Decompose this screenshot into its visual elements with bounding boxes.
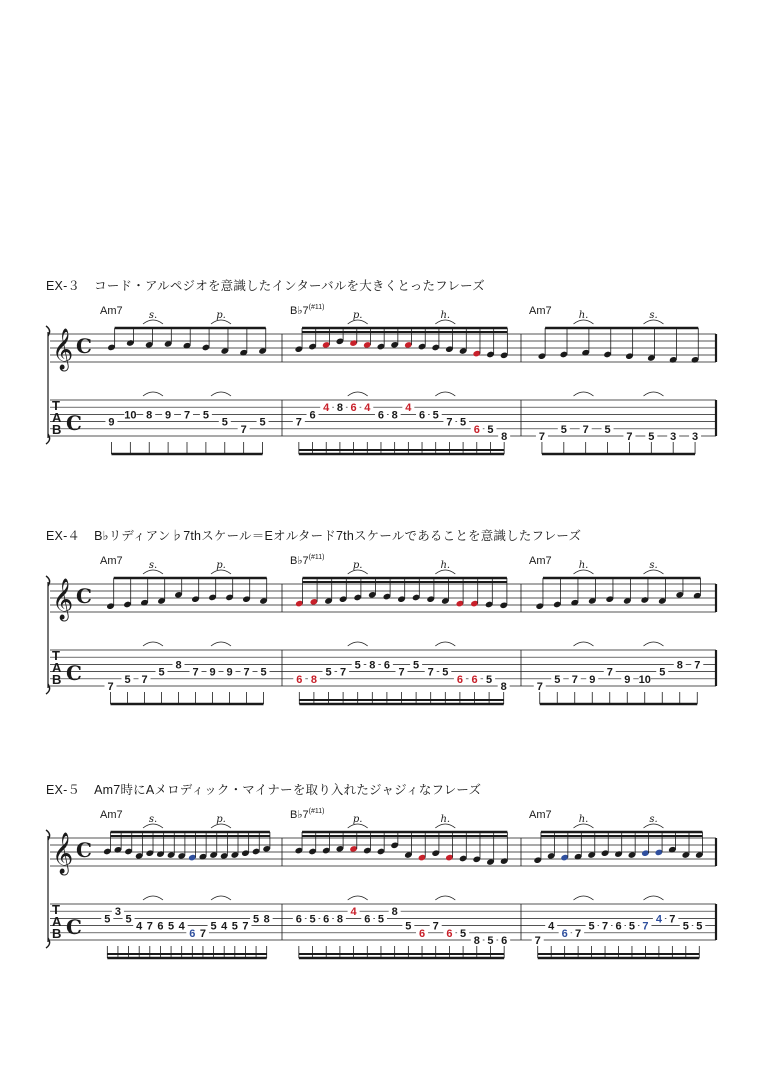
score-ex4 — [0, 526, 763, 726]
tab-number: 6 — [189, 927, 196, 940]
tab-slur — [211, 642, 231, 646]
tab-number: 6 — [383, 659, 390, 672]
tab-number: 4 — [405, 402, 412, 415]
tab-slur — [348, 392, 368, 396]
tab-label: T — [52, 398, 60, 413]
tab-number: 5 — [260, 666, 267, 679]
tab-number: 8 — [391, 409, 398, 422]
tab-number: 9 — [226, 666, 233, 679]
tab-number: 5 — [158, 666, 165, 679]
tab-number: 5 — [648, 431, 655, 443]
articulation-mark: h. — [578, 814, 589, 825]
articulation-mark: p. — [216, 310, 226, 321]
tab-slur — [143, 642, 163, 646]
tab-number: 5 — [231, 920, 238, 933]
tab-number: 8 — [473, 935, 480, 947]
tab-number: 5 — [460, 927, 467, 940]
tab-slur — [574, 392, 594, 396]
score-ex5 — [0, 780, 763, 980]
tab-number: 4 — [655, 913, 662, 926]
chord-symbol: Am7 — [529, 809, 552, 821]
tab-label: B — [52, 422, 62, 437]
articulation-mark: s. — [148, 560, 158, 571]
tab-number: 5 — [221, 416, 228, 429]
tab-number: 5 — [682, 920, 689, 933]
tab-slur — [644, 642, 664, 646]
treble-clef: 𝄞 — [52, 329, 74, 370]
tab-number: 9 — [108, 416, 115, 429]
time-signature: C — [76, 584, 92, 608]
tab-number: 5 — [432, 409, 439, 422]
tab-time-signature: C — [66, 411, 82, 435]
tab-number: 5 — [325, 666, 332, 679]
tab-number: 5 — [309, 913, 316, 926]
articulation-mark: p. — [352, 310, 363, 321]
treble-clef: 𝄞 — [52, 579, 74, 620]
tab-number: 8 — [391, 906, 398, 919]
tab-number: 4 — [548, 920, 555, 933]
tab-number: 7 — [446, 416, 453, 429]
score-ex3 — [0, 276, 763, 476]
tab-number: 8 — [500, 681, 507, 693]
chord-symbol: $B♭7^{(\#11)}$ — [290, 808, 325, 821]
tab-time-signature: C — [66, 661, 82, 685]
tab-number: 5 — [659, 666, 666, 679]
tab-number: 7 — [534, 935, 541, 947]
example-number: EX-３ — [46, 279, 81, 293]
tab-number: 7 — [141, 673, 148, 686]
articulation-mark: s. — [649, 560, 658, 571]
tab-number: 5 — [628, 920, 636, 933]
chord-symbol: Am7 — [529, 555, 552, 567]
tab-slur — [644, 896, 664, 900]
tab-number: 6 — [296, 673, 303, 686]
tab-number: 7 — [183, 409, 191, 422]
tab-number: 5 — [104, 913, 111, 926]
articulation-mark: p. — [216, 560, 226, 571]
tab-number: 7 — [398, 666, 405, 679]
tab-slur — [574, 642, 594, 646]
tab-number: 8 — [146, 409, 153, 422]
tab-number: 7 — [538, 431, 545, 443]
tab-number: 6 — [157, 920, 164, 933]
tab-number: 10 — [638, 673, 651, 686]
chord-symbol: Am7 — [100, 305, 123, 317]
tab-number: 8 — [336, 913, 343, 926]
tab-slur — [211, 392, 231, 396]
tab-number: 7 — [295, 416, 302, 429]
articulation-mark: h. — [440, 560, 451, 571]
example-title-text: B♭リディアン♭7thスケール＝Eオルタード7thスケールであることを意識したフレーズ — [94, 529, 582, 543]
tab-number: 6 — [615, 920, 622, 933]
tab-number: 6 — [295, 913, 302, 926]
tab-number: 8 — [310, 673, 317, 686]
tab-number: 3 — [114, 906, 121, 919]
tab-slur — [143, 896, 163, 900]
tab-number: 5 — [405, 920, 412, 933]
chord-symbol: Am7 — [100, 809, 123, 821]
example-title-text: コード・アルペジオを意識したインターバルを大きくとったフレーズ — [94, 279, 485, 293]
tab-number: 8 — [676, 659, 683, 672]
tab-number: 10 — [124, 409, 137, 422]
tab-number: 9 — [209, 666, 216, 679]
tab-slur — [435, 642, 455, 646]
tab-number: 6 — [501, 935, 508, 947]
articulation-mark: h. — [440, 814, 451, 825]
tab-number: 9 — [624, 673, 631, 686]
articulation-mark: s. — [148, 814, 158, 825]
tab-number: 3 — [692, 431, 699, 443]
tab-number: 4 — [323, 402, 330, 415]
tab-number: 9 — [165, 409, 172, 422]
tab-number: 6 — [323, 913, 330, 926]
tab-label: B — [52, 926, 62, 941]
chord-symbol: $B♭7^{(\#11)}$ — [290, 304, 325, 317]
tab-number: 7 — [694, 659, 701, 672]
tab-number: 5 — [210, 920, 217, 933]
tab-slur — [574, 896, 594, 900]
tab-number: 4 — [178, 920, 185, 933]
tab-number: 5 — [124, 673, 131, 686]
tab-number: 5 — [202, 409, 209, 422]
example-number: EX-５ — [46, 783, 81, 797]
tab-slur — [644, 392, 664, 396]
tab-number: 6 — [471, 673, 478, 686]
tab-number: 6 — [418, 409, 426, 422]
tab-label: A — [52, 410, 62, 425]
articulation-mark: h. — [578, 560, 589, 571]
tab-number: 3 — [670, 431, 677, 443]
tab-number: 8 — [263, 913, 270, 926]
tab-number: 7 — [107, 681, 114, 693]
tab-number: 5 — [487, 935, 494, 947]
tab-time-signature: C — [66, 915, 82, 939]
tab-label: T — [52, 902, 60, 917]
tab-number: 7 — [340, 666, 347, 679]
tab-number: 6 — [309, 409, 316, 422]
tab-number: 5 — [486, 673, 493, 686]
tab-number: 4 — [136, 920, 143, 933]
chord-symbol: $B♭7^{(\#11)}$ — [290, 554, 325, 567]
chord-symbol: Am7 — [529, 305, 552, 317]
tab-number: 5 — [554, 673, 561, 686]
tab-number: 4 — [221, 920, 228, 933]
tab-slur — [348, 896, 368, 900]
tab-slur — [143, 392, 163, 396]
example-title-text: Am7時にAメロディック・マイナーを取り入れたジャジィなフレーズ — [94, 783, 482, 797]
tab-number: 7 — [536, 681, 543, 693]
tab-slur — [348, 642, 368, 646]
tab-number: 7 — [427, 666, 434, 679]
tab-number: 4 — [350, 906, 357, 919]
tab-number: 5 — [125, 913, 132, 926]
tab-number: 7 — [432, 920, 439, 933]
tab-label: A — [52, 660, 62, 675]
time-signature: C — [76, 838, 92, 862]
tab-number: 7 — [192, 666, 199, 679]
tab-number: 7 — [669, 913, 676, 926]
tab-number: 8 — [336, 402, 343, 415]
tab-number: 6 — [446, 927, 453, 940]
tab-number: 5 — [487, 423, 494, 436]
tab-number: 5 — [413, 659, 420, 672]
time-signature: C — [76, 334, 92, 358]
tab-number: 7 — [571, 673, 578, 686]
tab-number: 4 — [364, 402, 371, 415]
tab-number: 7 — [243, 666, 250, 679]
tab-number: 6 — [456, 673, 463, 686]
articulation-mark: p. — [216, 814, 226, 825]
tab-number: 6 — [377, 409, 385, 422]
tab-number: 7 — [575, 927, 582, 940]
tab-number: 7 — [582, 423, 589, 436]
tab-number: 5 — [168, 920, 175, 933]
tab-number: 7 — [606, 666, 613, 679]
tab-number: 8 — [175, 659, 182, 672]
tab-number: 6 — [561, 927, 568, 940]
tab-number: 5 — [604, 423, 611, 436]
articulation-mark: s. — [649, 310, 658, 321]
tab-number: 8 — [501, 431, 508, 443]
articulation-mark: s. — [649, 814, 658, 825]
articulation-mark: s. — [148, 310, 158, 321]
tab-number: 5 — [560, 423, 567, 436]
tab-number: 8 — [369, 659, 376, 672]
tab-number: 7 — [199, 927, 206, 940]
tab-number: 5 — [588, 920, 595, 933]
tab-number: 5 — [460, 416, 467, 429]
tab-slur — [211, 896, 231, 900]
treble-clef: 𝄞 — [52, 833, 74, 874]
articulation-mark: h. — [578, 310, 589, 321]
tab-number: 7 — [240, 423, 247, 436]
articulation-mark: p. — [352, 560, 363, 571]
tab-slur — [435, 896, 455, 900]
tab-number: 7 — [242, 920, 249, 933]
tab-number: 6 — [350, 402, 357, 415]
tab-number: 7 — [626, 431, 633, 443]
tab-number: 6 — [473, 423, 480, 436]
chord-symbol: Am7 — [100, 555, 123, 567]
tab-number: 7 — [146, 920, 153, 933]
tab-number: 6 — [418, 927, 426, 940]
tab-label: T — [52, 648, 60, 663]
example-number: EX-４ — [46, 529, 81, 543]
tab-number: 9 — [589, 673, 596, 686]
tab-number: 6 — [364, 913, 371, 926]
articulation-mark: p. — [352, 814, 363, 825]
articulation-mark: h. — [440, 310, 451, 321]
tab-number: 5 — [259, 416, 266, 429]
tab-number: 5 — [696, 920, 703, 933]
tab-number: 5 — [354, 659, 361, 672]
tab-number: 5 — [377, 913, 385, 926]
tab-number: 7 — [642, 920, 649, 933]
tab-slur — [435, 392, 455, 396]
tab-number: 7 — [601, 920, 609, 933]
tab-number: 5 — [442, 666, 449, 679]
tab-label: A — [52, 914, 62, 929]
tab-number: 5 — [253, 913, 260, 926]
tab-label: B — [52, 672, 62, 687]
